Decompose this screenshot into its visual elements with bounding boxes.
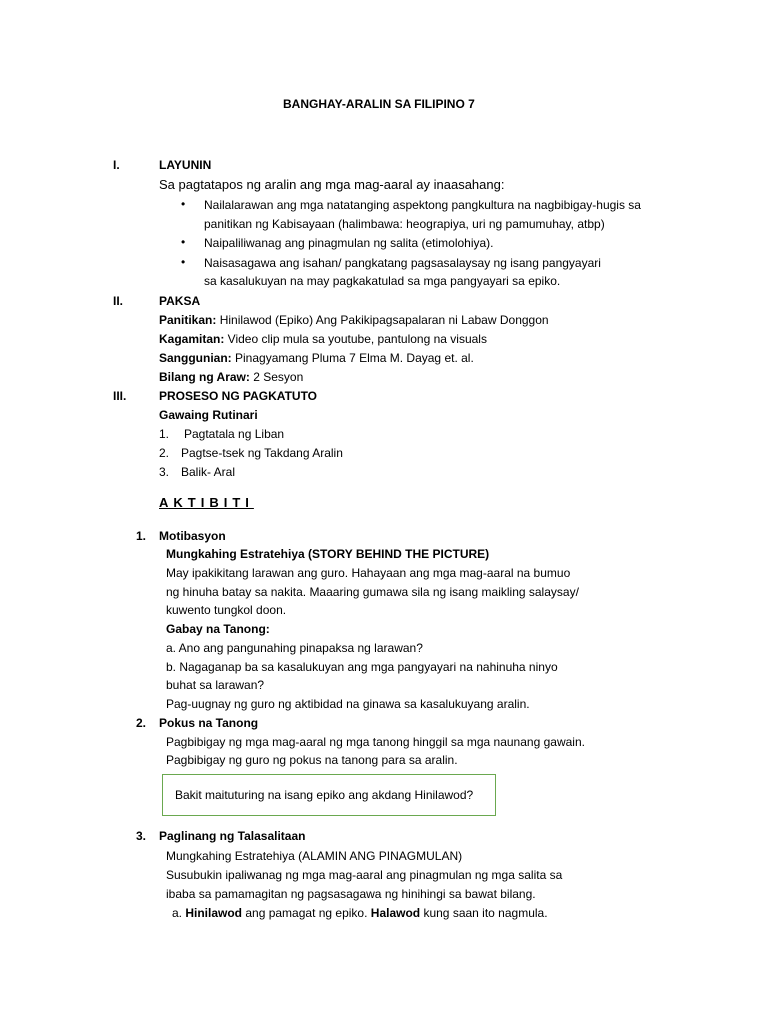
layunin-bullet-2: Naipaliliwanag ang pinagmulan ng salita (etimolohiya).: [204, 236, 494, 250]
rutinari-num-1: 1.: [159, 427, 170, 441]
gabay-na-tanong-heading: Gabay na Tanong:: [166, 622, 270, 636]
bullet-icon: •: [181, 235, 186, 249]
paksa-bilang-ng-araw: Bilang ng Araw: 2 Sesyon: [159, 370, 304, 384]
bullet-icon: •: [181, 197, 186, 211]
section-numeral-3: III.: [113, 389, 127, 403]
pokus-line-2: Pagbibigay ng guro ng pokus na tanong para sa aralin.: [166, 753, 458, 767]
talasalitaan-line-2: ibaba sa pamamagitan ng pagsasagawa ng hinihingi sa bawat bilang.: [166, 887, 536, 901]
paksa-kagamitan: Kagamitan: Video clip mula sa youtube, pantulong na visuals: [159, 332, 487, 346]
gawaing-rutinari-heading: Gawaing Rutinari: [159, 408, 258, 422]
motibasyon-title: Motibasyon: [159, 529, 226, 543]
layunin-intro: Sa pagtatapos ng aralin ang mga mag-aaral ay inaasahang:: [159, 177, 505, 192]
aktibiti-heading: AKTIBITI: [159, 495, 254, 510]
document-title: BANGHAY-ARALIN SA FILIPINO 7: [283, 97, 475, 111]
motibasyon-line-3: kuwento tungkol doon.: [166, 603, 287, 617]
pokus-line-1: Pagbibigay ng mga mag-aaral ng mga tanong hinggil sa mga naunang gawain.: [166, 735, 585, 749]
gabay-question-a: a. Ano ang pangunahing pinapaksa ng larawan?: [166, 641, 423, 655]
gabay-question-b: b. Nagaganap ba sa kasalukuyan ang mga pangyayari na nahinuha ninyo: [166, 660, 558, 674]
pokus-num: 2.: [136, 716, 147, 730]
talasalitaan-line-1: Susubukin ipaliwanag ng mga mag-aaral ang pinagmulan ng mga salita sa: [166, 868, 563, 882]
section-heading-layunin: LAYUNIN: [159, 158, 212, 172]
talasalitaan-item-a: a. Hinilawod ang pamagat ng epiko. Halawod kung saan ito nagmula.: [172, 906, 548, 920]
layunin-bullet-3b: sa kasalukuyan na may pagkakatulad sa mga pangyayari sa epiko.: [204, 274, 561, 288]
rutinari-num-2: 2.: [159, 446, 170, 460]
motibasyon-num: 1.: [136, 529, 147, 543]
section-numeral-2: II.: [113, 294, 124, 308]
layunin-bullet-1b: panitikan ng Kabisayaan (halimbawa: heograpiya, uri ng pamumuhay, atbp): [204, 217, 605, 231]
gabay-question-b-cont: buhat sa larawan?: [166, 678, 265, 692]
talasalitaan-title: Paglinang ng Talasalitaan: [159, 829, 306, 843]
paksa-panitikan: Panitikan: Hinilawod (Epiko) Ang Pakikipagsapalaran ni Labaw Donggon: [159, 313, 549, 327]
section-heading-paksa: PAKSA: [159, 294, 201, 308]
layunin-bullet-3a: Naisasagawa ang isahan/ pangkatang pagsasalaysay ng isang pangyayari: [204, 256, 601, 270]
talasalitaan-num: 3.: [136, 829, 147, 843]
rutinari-item-1: Pagtatala ng Liban: [184, 427, 285, 441]
motibasyon-strategy: Mungkahing Estratehiya (STORY BEHIND THE PICTURE): [166, 547, 490, 561]
pokus-question-box: [162, 774, 496, 816]
paksa-sanggunian: Sanggunian: Pinagyamang Pluma 7 Elma M. Dayag et. al.: [159, 351, 474, 365]
rutinari-item-2: Pagtse-tsek ng Takdang Aralin: [181, 446, 343, 460]
bullet-icon: •: [181, 255, 186, 269]
rutinari-item-3: Balik- Aral: [181, 465, 236, 479]
pag-uugnay-line: Pag-uugnay ng guro ng aktibidad na ginawa sa kasalukuyang aralin.: [166, 697, 530, 711]
rutinari-num-3: 3.: [159, 465, 170, 479]
talasalitaan-strategy: Mungkahing Estratehiya (ALAMIN ANG PINAGMULAN): [166, 849, 463, 863]
section-heading-proseso: PROSESO NG PAGKATUTO: [159, 389, 318, 403]
motibasyon-line-2: ng hinuha batay sa nakita. Maaaring gumawa sila ng isang maikling salaysay/: [166, 585, 579, 599]
pokus-question-text: Bakit maituturing na isang epiko ang akdang Hinilawod?: [175, 788, 474, 802]
pokus-title: Pokus na Tanong: [159, 716, 259, 730]
motibasyon-line-1: May ipakikitang larawan ang guro. Hahayaan ang mga mag-aaral na bumuo: [166, 566, 571, 580]
layunin-bullet-1a: Nailalarawan ang mga natatanging aspektong pangkultura na nagbibigay-hugis sa: [204, 198, 641, 212]
section-numeral-1: I.: [113, 158, 120, 172]
